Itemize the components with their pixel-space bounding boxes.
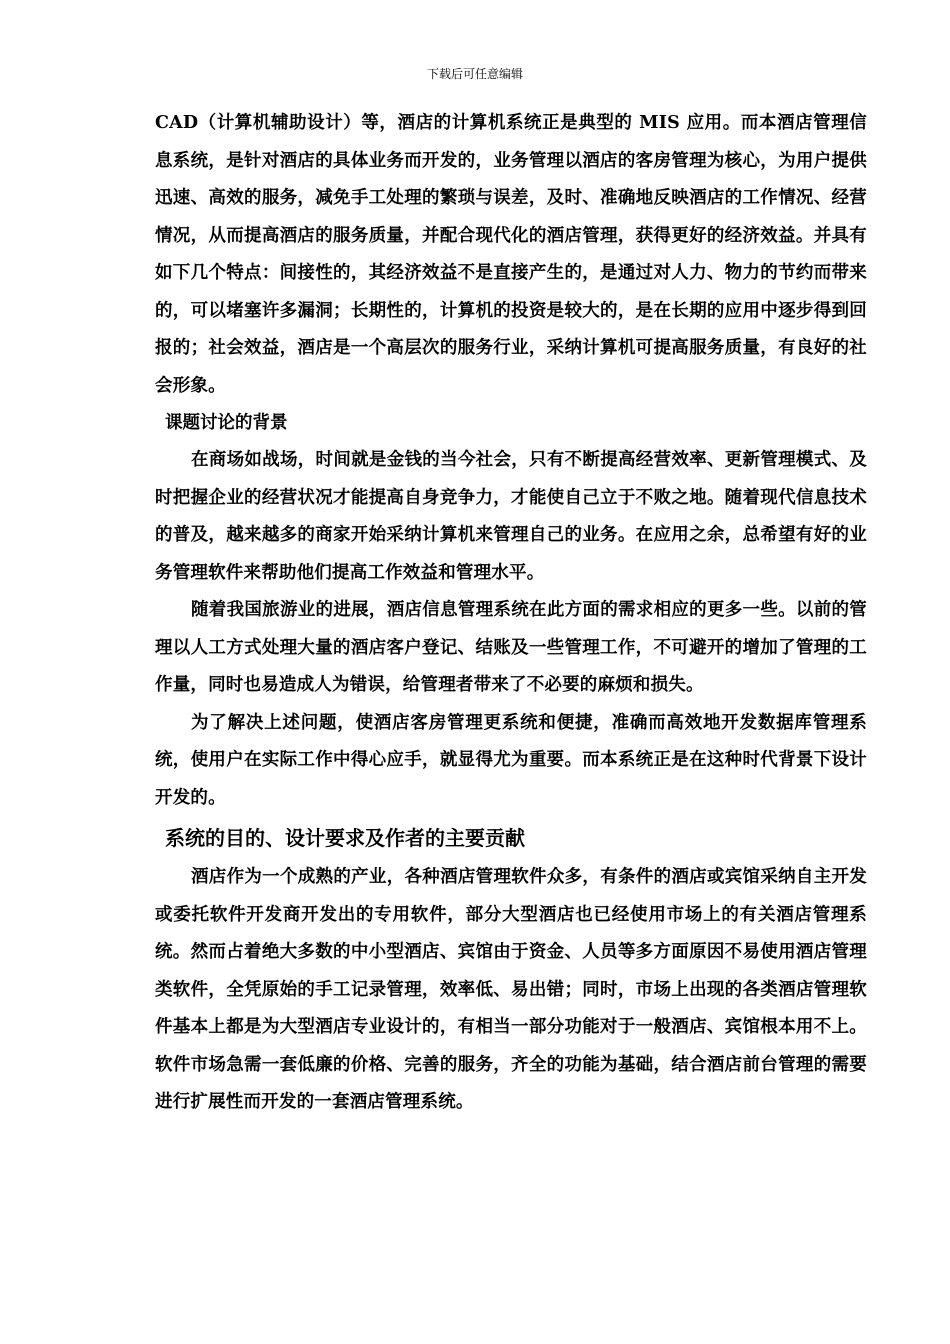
body-paragraph: 随着我国旅游业的进展，酒店信息管理系统在此方面的需求相应的更多一些。以前的管理以人工方式处理大量的酒店客户登记、结账及一些管理工作，不可避开的增加了管理的工作量，同时也易造成人为错误，给管理者带来了不必要的麻烦和损失。 — [155, 600, 867, 695]
body-paragraph: 在商场如战场，时间就是金钱的当今社会，只有不断提高经营效率、更新管理模式、及时把握企业的经营状况才能提高自身竞争力，才能使自己立于不败之地。随着现代信息技术的普及，越来越多的商家开始采纳计算机来管理自己的业务。在应用之余，总希望有好的业务管理软件来帮助他们提高工作效益和管理水平。 — [155, 450, 867, 583]
intro-paragraph: CAD（计算机辅助设计）等，酒店的计算机系统正是典型的 MIS 应用。而本酒店管理信息系统，是针对酒店的具体业务而开发的，业务管理以酒店的客房管理为核心，为用户提供迅速、高效的服务，减免手工处理的繁琐与误差，及时、准确地反映酒店的工作情况、经营情况，从而提高酒店的服务质量，并配合现代化的酒店管理，获得更好的经济效益。并具有如下几个特点：间接性的，其经济效益不是直接产生的，是通过对人力、物力的节约而带来的，可以堵塞许多漏洞；长期性的，计算机的投资是较大的，是在长期的应用中逐步得到回报的；社会效益，酒店是一个高层次的服务行业，采纳计算机可提高服务质量，有良好的社会形象。 — [155, 113, 867, 396]
document-body — [155, 105, 867, 1122]
page-header: 下载后可任意编辑 — [426, 67, 523, 81]
section-heading-goals: 系统的目的、设计要求及作者的主要贡献 — [165, 826, 525, 850]
body-paragraph: 为了解决上述问题，使酒店客房管理更系统和便捷，准确而高效地开发数据库管理系统，使用户在实际工作中得心应手，就显得尤为重要。而本系统正是在这种时代背景下设计开发的。 — [155, 712, 867, 808]
section-heading-background: 课题讨论的背景 — [165, 413, 288, 433]
body-paragraph: 酒店作为一个成熟的产业，各种酒店管理软件众多，有条件的酒店或宾馆采纳自主开发或委托软件开发商开发出的专用软件，部分大型酒店也已经使用市场上的有关酒店管理系统。然而占着绝大多数的中小型酒店、宾馆由于资金、人员等多方面原因不易使用酒店管理类软件，全凭原始的手工记录管理，效率低、易出错；同时，市场上出现的各类酒店管理软件基本上都是为大型酒店专业设计的，有相当一部分功能对于一般酒店、宾馆根本用不上。软件市场急需一套低廉的价格、完善的服务，齐全的功能为基础，结合酒店前台管理的需要进行扩展性而开发的一套酒店管理系统。 — [155, 867, 867, 1112]
